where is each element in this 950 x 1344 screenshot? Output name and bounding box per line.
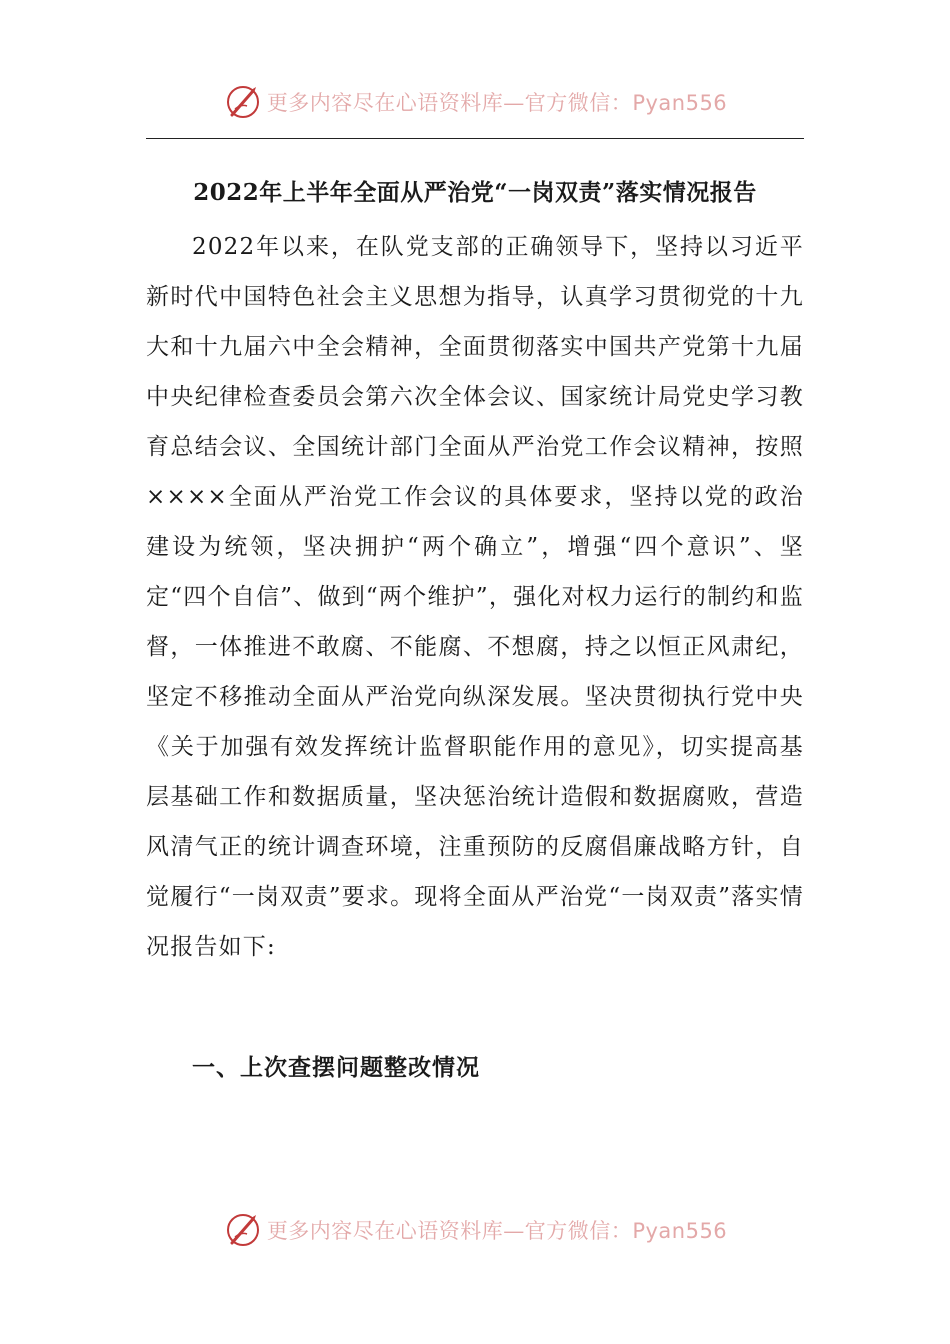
section-heading: 一、上次查摆问题整改情况 — [192, 1055, 480, 1081]
body-paragraph: 2022年以来，在队党支部的正确领导下，坚持以习近平新时代中国特色社会主义思想为指导，认真学习贯彻党的十九大和十九届六中全会精神，全面贯彻落实中国共产党第十九届中央纪律检查委员会第六次全体会议、国家统计局党史学习教育总结会议、全国统计部门全面从严治党工作会议精神，按照××××全面从严治党工作会议的具体要求，坚持以党的政治建设为统领，坚决拥护“两个确立”，增强“四个意识”、坚定“四个自信”、做到“两个维护”，强化对权力运行的制约和监督，一体推进不敢腐、不能腐、不想腐，持之以恒正风肃纪，坚定不移推动全面从严治党向纵深发展。坚决贯彻执行党中央《关于加强有效发挥统计监督职能作用的意见》，切实提高基层基础工作和数据质量，坚决惩治统计造假和数据腐败，营造风清气正的统计调查环境，注重预防的反腐倡廉战略方针，自觉履行“一岗双责”要求。现将全面从严治党“一岗双责”落实情况报告如下: — [146, 234, 804, 960]
pen-logo-icon — [223, 82, 263, 122]
watermark-banner-top — [0, 80, 950, 124]
watermark-text: 更多内容尽在心语资料库—官方微信：Pyan556 — [266, 91, 728, 115]
document-title: 2022年上半年全面从严治党“一岗双责”落实情况报告 — [193, 179, 757, 206]
watermark-text: 更多内容尽在心语资料库—官方微信：Pyan556 — [266, 1219, 728, 1243]
pen-logo-icon — [223, 1210, 263, 1250]
watermark-banner-bottom — [0, 1208, 950, 1252]
header-divider — [146, 138, 804, 139]
